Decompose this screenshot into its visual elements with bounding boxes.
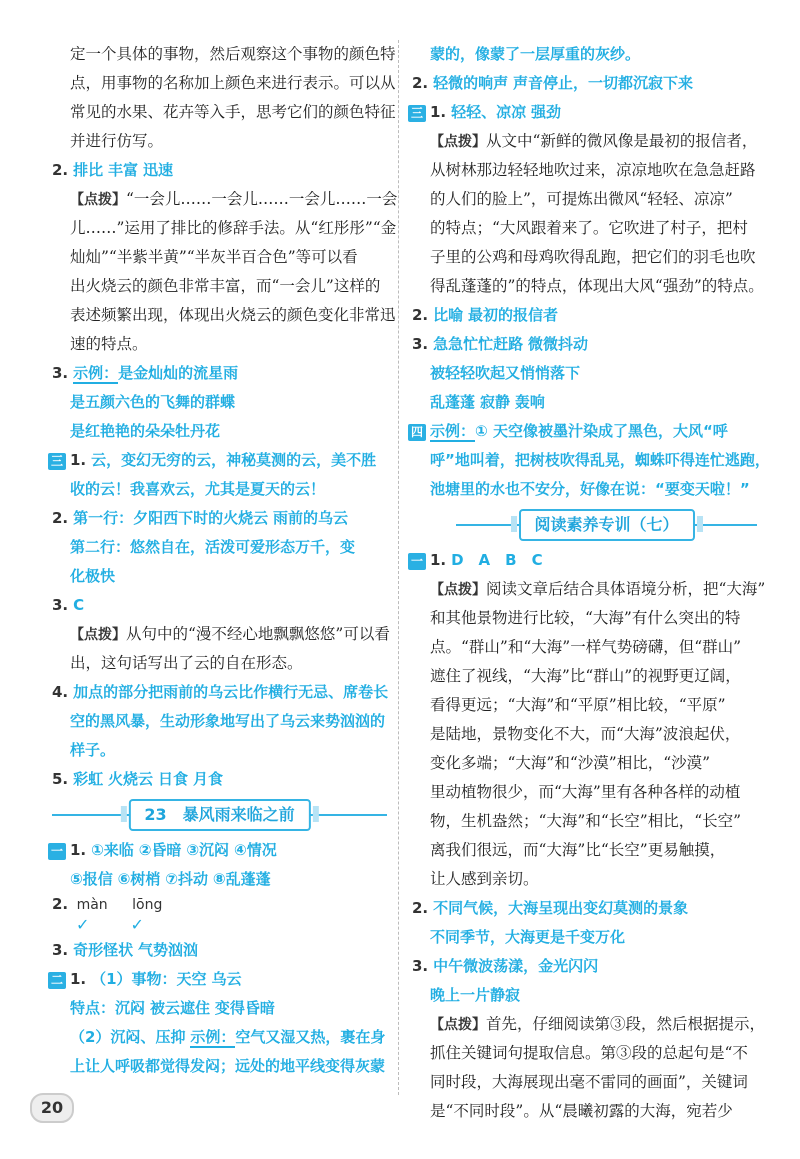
text-line: 变化多端；“大海”和“沙漠”相比，“沙漠” [430, 754, 711, 772]
question-number: 3. [52, 596, 69, 614]
answer-line [52, 1023, 387, 1052]
answer-text: 第一行：夕阳西下时的火烧云 [73, 509, 269, 527]
left-column [50, 40, 398, 1081]
dianbo-text: 从文中“新鲜的微风像是最初的报信者， [486, 132, 758, 150]
dianbo-text: 从句中的“漫不经心地飘飘悠悠”可以看 [126, 625, 390, 643]
question-number: 2. [52, 161, 69, 179]
question-number: 1. [70, 970, 87, 988]
answer-text: 不同季节，大海更是千变万化 [430, 928, 626, 946]
check-icon: ✓ [130, 915, 144, 934]
lesson-section-1-answer-3 [52, 936, 387, 965]
section-1-icon: 一 [408, 553, 426, 570]
right-column [410, 40, 770, 1126]
question-number: 1. [70, 841, 87, 859]
question-number: 3. [412, 957, 429, 975]
answer-text: 乱蓬蓬 [430, 393, 476, 411]
answer-text: 雨前的乌云 [273, 509, 349, 527]
check-icon: ✓ [76, 915, 90, 934]
answer-text: 空的黑风暴，生动形象地写出了乌云来势汹汹的 [70, 712, 386, 730]
section-3-answer-3 [412, 330, 757, 359]
section-title-label: 阅读素养专训（七） [518, 509, 694, 541]
question-number: 3. [412, 335, 429, 353]
question-number: 2. [52, 895, 69, 913]
answer-text: 日食 [157, 770, 188, 788]
answer-text: 比喻 [433, 306, 464, 324]
answer-text: 不同气候，大海呈现出变幻莫测的景象 [433, 899, 689, 917]
dianbo-line [412, 127, 757, 156]
text-line: 点，用事物的名称加上颜色来进行表示。可以从 [70, 74, 396, 92]
answer-3 [52, 359, 387, 388]
question-number: 3. [52, 941, 69, 959]
answer-text: 是红艳艳的朵朵牡丹花 [70, 422, 221, 440]
answer-text: 排比 [73, 161, 104, 179]
answer-text: 中午微波荡漾，金光闪闪 [433, 957, 599, 975]
answer-text: ⑥树梢 [117, 870, 161, 888]
text-line: 物，生机盎然；“大海”和“长空”相比，“长空” [430, 812, 742, 830]
section-3-answer-2 [52, 504, 387, 533]
question-number: 2. [412, 899, 429, 917]
answer-2 [412, 69, 757, 98]
section-2-icon: 二 [48, 972, 66, 989]
answer-text: ① 天空像被墨汁染成了黑色，大风“呼 [475, 422, 728, 440]
answer-line [52, 994, 387, 1023]
page-number: 20 [30, 1093, 74, 1123]
answer-text: 是金灿灿的流星雨 [118, 364, 239, 382]
answer-text: （2）沉闷、压抑 [70, 1028, 186, 1046]
question-number: 2. [412, 306, 429, 324]
answer-text: 被轻轻吹起又悄悄落下 [430, 364, 581, 382]
question-number: 2. [412, 74, 429, 92]
dianbo-text: 阅读文章后结合具体语境分析，把“大海” [486, 580, 766, 598]
answer-text: 空气又湿又热，裹在身 [235, 1028, 386, 1046]
pinyin-text: lōng [132, 897, 163, 913]
answer-text: 乌云 [211, 970, 242, 988]
column-divider [398, 40, 399, 1095]
answer-text: 彩虹 [73, 770, 104, 788]
lesson-section-1-answer-1 [48, 836, 387, 865]
text-line: 儿……”运用了排比的修辞手法。从“红彤彤”“金 [70, 219, 397, 237]
lesson-title [52, 798, 387, 832]
text-line: 离我们很远，而“大海”比“长空”更易触摸， [430, 841, 726, 859]
answer-text: 气势汹汹 [138, 941, 199, 959]
example-label: 示例： [73, 364, 119, 382]
answer-text: D A B C [451, 551, 543, 569]
answer-text: ①来临 [91, 841, 134, 859]
answer-text: 是五颜六色的飞舞的群蝶 [70, 393, 236, 411]
answer-text: 丰富 [108, 161, 139, 179]
answer-text: 轰响 [514, 393, 545, 411]
dianbo-tag: 【点拨】 [70, 627, 126, 643]
question-number: 4. [52, 683, 69, 701]
question-number: 2. [52, 509, 69, 527]
answer-text: ⑤报信 [70, 870, 113, 888]
question-number: 1. [430, 551, 447, 569]
answer-text: 迅速 [142, 161, 173, 179]
answer-text: 轻微的响声 [433, 74, 509, 92]
section-3-icon: 三 [48, 453, 66, 470]
section-3-answer-1 [408, 98, 757, 127]
text-line: 里动植物很少，而“大海”里有各种各样的动植 [430, 783, 741, 801]
text-line: 定一个具体的事物，然后观察这个事物的颜色特 [70, 45, 396, 63]
check-marks [52, 914, 387, 936]
answer-text: ⑦抖动 [165, 870, 208, 888]
answer-text: ⑧乱蓬蓬 [212, 870, 271, 888]
section-4-answer [408, 417, 757, 446]
question-number: 5. [52, 770, 69, 788]
answer-text: 月食 [192, 770, 223, 788]
answer-text: 第二行：悠然自在，活泼可爱 [70, 538, 266, 556]
section-3-answer-5 [52, 765, 387, 794]
answer-text: 最初的报信者 [468, 306, 559, 324]
text-line: 是陆地，景物变化不大，而“大海”波浪起伏， [430, 725, 741, 743]
text-line: 的特点；“大风跟着来了。它吹进了村子，把村 [430, 219, 748, 237]
text-line: 速的特点。 [70, 335, 148, 353]
answer-text: 微微抖动 [528, 335, 589, 353]
question-number: 3. [52, 364, 69, 382]
text-line: 并进行仿写。 [70, 132, 164, 150]
dianbo-tag: 【点拨】 [70, 192, 126, 208]
reading-section-1-answer-1 [408, 546, 757, 575]
dianbo-line [52, 185, 398, 214]
dianbo-tag: 【点拨】 [430, 582, 486, 598]
dianbo-line [52, 620, 390, 649]
dianbo-line [412, 1010, 766, 1039]
answer-text: 形态万千，变 [265, 538, 356, 556]
text-line: 遮住了视线，“大海”比“群山”的视野更辽阔， [430, 667, 741, 685]
answer-line [52, 533, 387, 562]
answer-text: 特点：沉闷 [70, 999, 146, 1017]
answer-text: （1）事物：天空 [91, 970, 207, 988]
text-line: 看得更远；“大海”和“平原”相比较，“平原” [430, 696, 726, 714]
pinyin-text: màn [76, 897, 108, 913]
answer-2 [52, 156, 387, 185]
answer-text: C [73, 596, 85, 614]
reading-section-1-answer-3 [412, 952, 757, 981]
section-3-icon: 三 [408, 105, 426, 122]
section-3-answer-2 [412, 301, 757, 330]
text-line: 的人们的脸上”，可提炼出微风“轻轻、凉凉” [430, 190, 733, 208]
text-line: 出火烧云的颜色非常丰富，而“一会儿”这样的 [70, 277, 381, 295]
answer-text: 晚上一片静寂 [430, 986, 521, 1004]
dianbo-line [412, 575, 766, 604]
answer-text: 强劲 [531, 103, 562, 121]
text-line: 是“不同时段”。从“晨曦初露的大海，宛若少 [430, 1102, 733, 1120]
question-number: 1. [70, 451, 87, 469]
answer-text: 声音停止，一切都沉寂下来 [513, 74, 694, 92]
text-line: 从树林那边轻轻地吹过来，凉凉地吹在急急赶路 [430, 161, 756, 179]
answer-line [412, 388, 757, 417]
text-line: 让人感到亲切。 [430, 870, 539, 888]
dianbo-tag: 【点拨】 [430, 1017, 486, 1033]
answer-text: 化极快 [70, 567, 116, 585]
text-line: 出，这句话写出了云的自在形态。 [70, 654, 303, 672]
answer-line [52, 865, 387, 894]
example-label: 示例： [430, 422, 476, 440]
answer-text: ④情况 [234, 841, 277, 859]
text-line: 抓住关键词句提取信息。第③段的总起句是“不 [430, 1044, 748, 1062]
text-line: 和其他景物进行比较，“大海”有什么突出的特 [430, 609, 741, 627]
section-3-answer-1 [48, 446, 387, 475]
answer-text: 蒙的，像蒙了一层厚重的灰纱。 [430, 45, 641, 63]
answer-text: 上让人呼吸都觉得发闷；远处的地平线变得灰蒙 [70, 1057, 386, 1075]
lesson-section-2-answer-1 [48, 965, 387, 994]
answer-text: ②昏暗 [138, 841, 182, 859]
section-1-icon: 一 [48, 843, 66, 860]
answer-text: 收的云！我喜欢云，尤其是夏天的云！ [70, 480, 326, 498]
answer-text: ③沉闷 [186, 841, 230, 859]
answer-text: 急急忙忙赶路 [433, 335, 524, 353]
text-line: 点。“群山”和“大海”一样气势磅礴，但“群山” [430, 638, 742, 656]
text-line: 灿灿”“半紫半黄”“半灰半百合色”等可以看 [70, 248, 358, 266]
answer-text: 火烧云 [108, 770, 154, 788]
lesson-title-label: 23 暴风雨来临之前 [128, 799, 310, 831]
section-3-answer-3 [52, 591, 387, 620]
text-line: 子里的公鸡和母鸡吹得乱跑，把它们的羽毛也吹 [430, 248, 756, 266]
section-4-icon: 四 [408, 424, 426, 441]
text-line: 常见的水果、花卉等入手，思考它们的颜色特征 [70, 103, 396, 121]
dianbo-text: 首先，仔细阅读第③段，然后根据提示， [486, 1015, 766, 1033]
section-title [456, 508, 757, 542]
answer-text: 云，变幻无穷的云，神秘莫测的云，美不胜 [91, 451, 377, 469]
answer-text: 变得昏暗 [214, 999, 275, 1017]
answer-2-pinyin [52, 894, 387, 914]
text-line: 得乱蓬蓬的”的特点，体现出大风“强劲”的特点。 [430, 277, 764, 295]
answer-text: 轻轻、凉凉 [451, 103, 527, 121]
text-line: 表述频繁出现，体现出火烧云的颜色变化非常迅 [70, 306, 396, 324]
answer-text: 被云遮住 [149, 999, 210, 1017]
answer-text: 加点的部分把雨前的乌云比作横行无忌、席卷长 [73, 683, 389, 701]
answer-text: 池塘里的水也不安分，好像在说：“要变天啦！” [430, 480, 750, 498]
dianbo-tag: 【点拨】 [430, 134, 486, 150]
text-line: 同时段，大海展现出毫不雷同的画面”，关键词 [430, 1073, 748, 1091]
example-label: 示例： [190, 1028, 236, 1046]
reading-section-1-answer-2 [412, 894, 757, 923]
section-3-answer-4 [52, 678, 387, 707]
answer-text: 呼”地叫着，把树枝吹得乱晃，蜘蛛吓得连忙逃跑， [430, 451, 770, 469]
answer-text: 奇形怪状 [73, 941, 134, 959]
dianbo-text: “一会儿……一会儿……一会儿……一会 [126, 190, 398, 208]
answer-text: 寂静 [479, 393, 510, 411]
answer-text: 样子。 [70, 741, 116, 759]
question-number: 1. [430, 103, 447, 121]
